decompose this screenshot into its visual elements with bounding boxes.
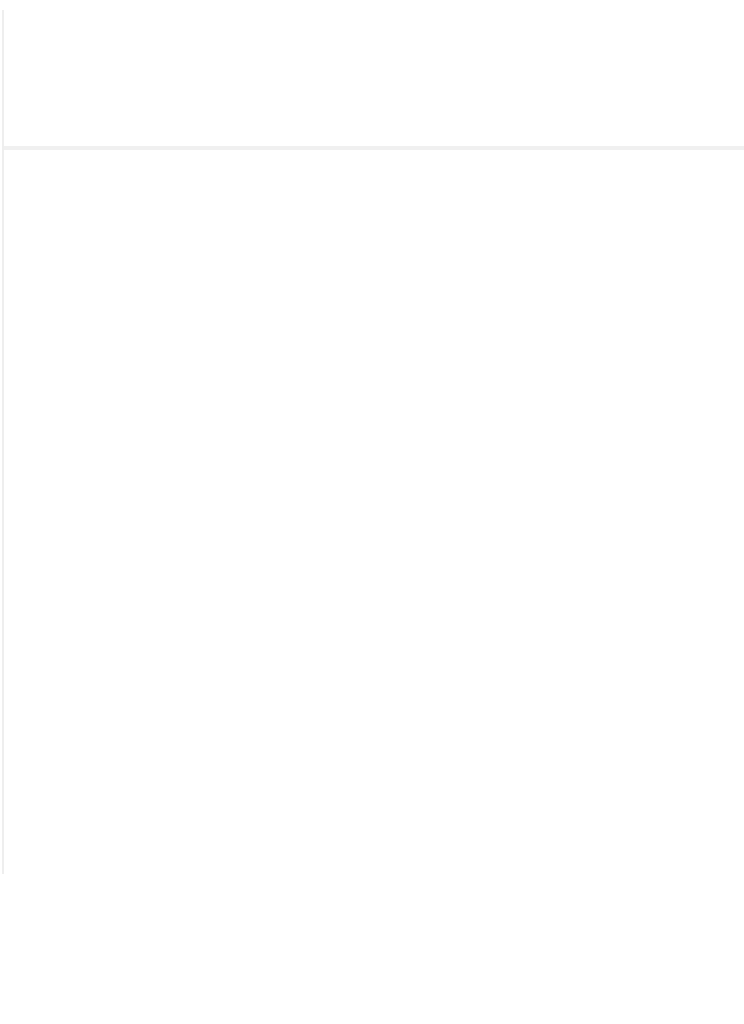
- main-content-area: [4, 150, 744, 874]
- header-area: [4, 10, 744, 146]
- footer-area: [0, 874, 744, 1024]
